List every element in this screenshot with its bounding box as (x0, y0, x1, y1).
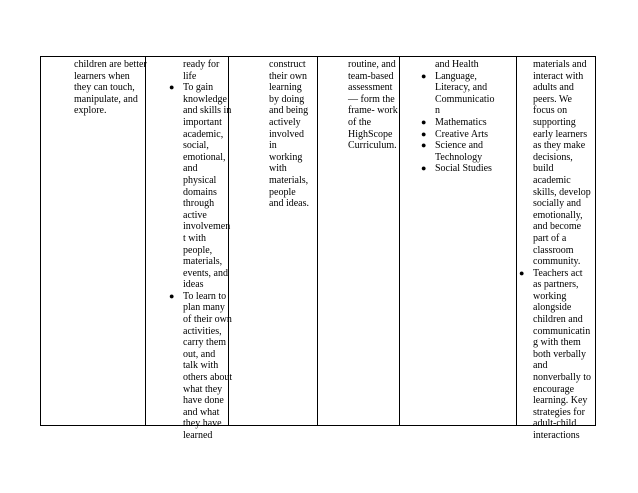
text-line: — form the (348, 93, 395, 105)
text-line: and (533, 360, 548, 372)
bullet-item (421, 116, 494, 129)
text-line: interactions (533, 430, 580, 441)
text-line: learning (269, 82, 302, 94)
text-line: materials, (183, 256, 223, 268)
text-line: t with (183, 232, 207, 244)
text-line: Science and (435, 140, 484, 152)
table-cell-col-6 (519, 59, 592, 442)
text-line: peers. We (533, 93, 572, 105)
text-line: adult-child (533, 418, 577, 430)
text-line: learning. Key (533, 395, 588, 407)
text-line: focus on (533, 105, 568, 117)
text-line: they can touch, (74, 82, 135, 94)
text-line: To learn to (183, 290, 227, 302)
bullet-icon: ● (421, 128, 427, 139)
text-line: activities, (183, 325, 222, 337)
bullet-list (421, 140, 494, 163)
text-line: n (435, 105, 440, 117)
bullet-icon: ● (169, 82, 175, 93)
text-line: adults and (533, 82, 574, 94)
text-line: with (269, 163, 287, 175)
column-divider (317, 57, 318, 425)
bullet-icon: ● (421, 70, 427, 81)
text-paragraph (348, 59, 398, 152)
text-line: out, and (183, 348, 216, 360)
bullet-item (421, 70, 495, 117)
bullet-list (169, 82, 232, 291)
bullet-list (421, 116, 494, 129)
text-line: explore. (74, 105, 107, 117)
bullet-item (519, 267, 592, 442)
text-line: skills, develop (533, 186, 591, 198)
text-line: assessment (348, 82, 393, 94)
text-line: by doing (269, 93, 305, 105)
text-line: construct (269, 59, 306, 70)
text-line: team-based (348, 70, 394, 82)
text-line: involved (269, 128, 304, 140)
text-line: Mathematics (435, 116, 487, 128)
text-line: as they make (533, 140, 586, 152)
text-line: Social Studies (435, 163, 492, 175)
text-line: life (183, 70, 197, 82)
text-line: supporting (533, 116, 576, 128)
table-cell-col-3 (269, 59, 309, 210)
text-line: and ideas. (269, 198, 309, 210)
text-line: academic (533, 174, 571, 186)
text-line: in (269, 140, 277, 152)
text-line: through (183, 198, 215, 210)
text-line: Teachers act (533, 267, 583, 279)
text-line: active (183, 209, 207, 221)
bullet-list (519, 267, 592, 442)
text-line: children and (533, 314, 583, 326)
text-line: and Health (435, 59, 479, 70)
bullet-item (421, 140, 494, 163)
table-cell-col-2 (169, 59, 233, 442)
text-paragraph (183, 59, 232, 82)
text-line: and become (533, 221, 582, 233)
text-line: emotional, (183, 151, 226, 163)
text-line: actively (269, 116, 301, 128)
text-line: people (269, 186, 296, 198)
text-line: part of a (533, 232, 567, 244)
text-line: nonverbally to (533, 372, 592, 384)
text-paragraph (533, 59, 591, 268)
bullet-icon: ● (421, 163, 427, 174)
bullet-icon: ● (421, 140, 427, 151)
text-line: community. (533, 256, 581, 268)
bullet-icon: ● (519, 267, 525, 278)
text-line: materials, (269, 174, 309, 186)
text-line: involvemen (183, 221, 231, 233)
text-line: socially and (533, 198, 582, 210)
text-line: Communicatio (435, 93, 495, 105)
text-line: of their own (183, 314, 232, 326)
text-line: working (533, 290, 567, 302)
text-line: HighScope (348, 128, 393, 140)
text-line: Language, (435, 70, 477, 82)
text-line: and being (269, 105, 309, 117)
text-line: events, and (183, 267, 228, 279)
table-cell-col-5 (421, 59, 495, 175)
text-line: materials and (533, 59, 587, 70)
bullet-item (421, 128, 494, 141)
text-line: physical (183, 174, 217, 186)
text-line: talk with (183, 360, 219, 372)
document-table (40, 56, 596, 441)
text-line: interact with (533, 70, 584, 82)
bullet-item (421, 163, 494, 175)
text-line: build (533, 163, 554, 175)
text-line: learned (183, 430, 213, 441)
text-line: what they (183, 383, 223, 395)
text-line: social, (183, 140, 209, 152)
text-line: early learners (533, 128, 588, 140)
column-divider (399, 57, 400, 425)
text-line: and skills in (183, 105, 232, 117)
text-line: both verbally (533, 348, 587, 360)
text-line: decisions, (533, 151, 573, 163)
text-line: children are better (74, 59, 147, 70)
text-line: To gain (183, 82, 214, 94)
bullet-list (169, 290, 233, 442)
text-line: people, (183, 244, 213, 256)
text-line: others about (183, 372, 233, 384)
text-paragraph (74, 59, 147, 117)
text-line: Curriculum. (348, 140, 397, 152)
bullet-item (169, 82, 232, 291)
text-line: carry them (183, 337, 227, 349)
table-cell-col-4 (348, 59, 398, 152)
text-line: have done (183, 395, 224, 407)
text-line: manipulate, and (74, 93, 138, 105)
text-line: Technology (435, 151, 483, 163)
text-line: working (269, 151, 303, 163)
table-cell-col-1 (74, 59, 147, 117)
text-line: alongside (533, 302, 572, 314)
text-line: strategies for (533, 406, 585, 418)
bullet-list (421, 163, 494, 175)
text-line: Literacy, and (435, 82, 488, 94)
bullet-icon: ● (421, 116, 427, 127)
text-line: g with them (533, 337, 581, 349)
text-line: frame- work (348, 105, 398, 117)
text-line: and what (183, 406, 220, 418)
text-paragraph (435, 59, 494, 71)
text-line: routine, and (348, 59, 396, 70)
text-line: as partners, (533, 279, 579, 291)
bullet-item (169, 290, 233, 442)
text-line: their own (269, 70, 308, 82)
text-line: plan many (183, 302, 225, 314)
text-line: Creative Arts (435, 128, 489, 140)
bullet-list (421, 128, 494, 141)
text-line: communicatin (533, 325, 591, 337)
text-line: ideas (183, 279, 204, 291)
text-line: ready for (183, 59, 220, 70)
text-paragraph (269, 59, 309, 210)
text-line: of the (348, 116, 372, 128)
column-divider (516, 57, 517, 425)
text-line: encourage (533, 383, 575, 395)
text-line: domains (183, 186, 217, 198)
text-line: important (183, 116, 222, 128)
text-line: academic, (183, 128, 224, 140)
text-line: and (183, 163, 198, 175)
text-line: they have (183, 418, 222, 430)
bullet-icon: ● (169, 290, 175, 301)
text-line: classroom (533, 244, 574, 256)
bullet-list (421, 70, 495, 117)
text-line: knowledge (183, 93, 227, 105)
text-line: emotionally, (533, 209, 583, 221)
text-line: learners when (74, 70, 130, 82)
